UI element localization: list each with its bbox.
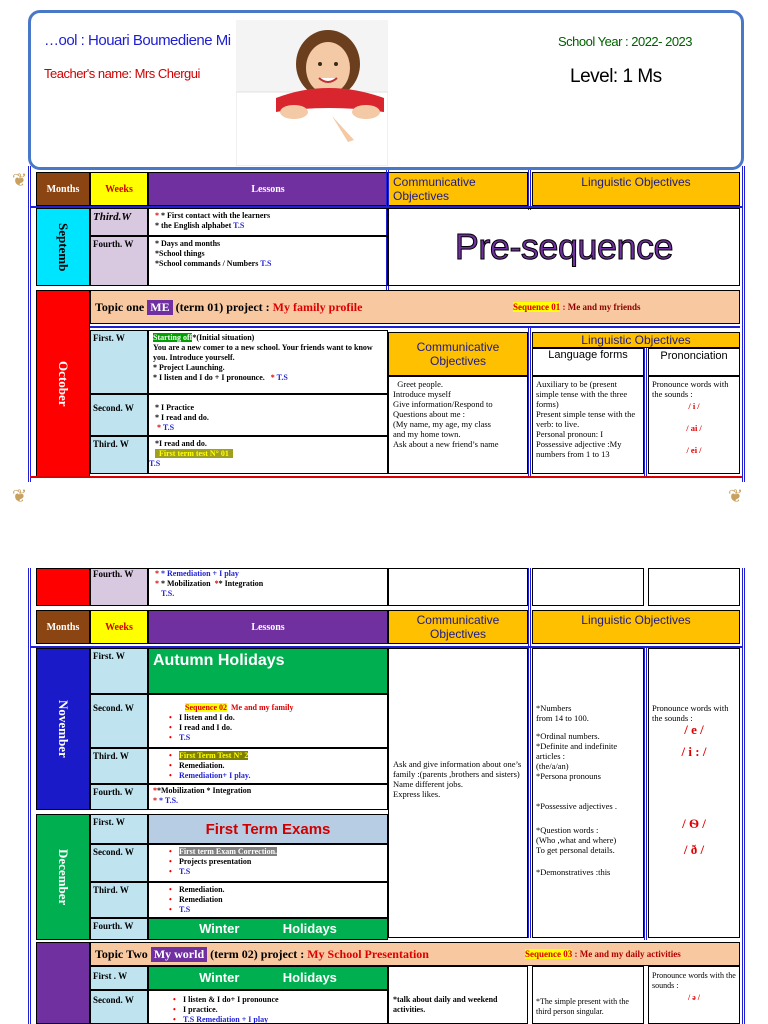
oct-fourth-lessons: * * Remediation + I play * * Mobilization ** Integration T.S. bbox=[148, 568, 388, 606]
jan-comm-objectives: *talk about daily and weekend activities. bbox=[388, 966, 528, 1024]
rule bbox=[30, 476, 742, 478]
level: Level: 1 Ms bbox=[570, 66, 662, 87]
nov-second-lessons: Sequence 02 Me and my family • I listen and I do. • I read and I do. • T.S bbox=[148, 694, 388, 748]
ling-objectives-subheader: Linguistic Objectives bbox=[532, 332, 740, 348]
rule bbox=[644, 648, 647, 940]
winter-holidays: Winter Holidays bbox=[148, 918, 388, 940]
comm-objectives-subheader: Communicative Objectives bbox=[388, 332, 528, 376]
corner-ornament-bottom-right: ❦ bbox=[728, 486, 744, 506]
autumn-holidays: Autumn Holidays bbox=[148, 648, 388, 694]
month-october: October bbox=[36, 290, 90, 478]
first-term-exams: First Term Exams bbox=[148, 814, 388, 844]
oct-week-second: Second. W bbox=[90, 394, 148, 436]
rule bbox=[644, 348, 647, 478]
lessons-header-2: Lessons bbox=[148, 610, 388, 644]
oct-pronunciation: Pronounce words with the sounds : / i / / ai / / ei / bbox=[648, 376, 740, 474]
dec-week-fourth: Fourth. W bbox=[90, 918, 148, 940]
nov-week-third: Third. W bbox=[90, 748, 148, 784]
oct-week-first: First. W bbox=[90, 330, 148, 394]
oct-third-lessons: *I read and do. First term test N° 01 T.S bbox=[148, 436, 388, 474]
pronunciation-header: Prononciation bbox=[648, 348, 740, 376]
comm-objectives-header-2: Communicative Objectives bbox=[388, 610, 528, 644]
teacher-name: Teacher's name: Mrs Chergui bbox=[44, 66, 200, 81]
oct-week-third: Third. W bbox=[90, 436, 148, 474]
nov-ling-objectives: *Numbers from 14 to 100. *Ordinal numbers. *Definite and indefinite articles : (the/a/an) *Persona pronouns *Possessive adjectives . *Question words : (Who ,what and where) To get personal details. *Demonstratives :this bbox=[532, 648, 644, 938]
dec-week-second: Second. W bbox=[90, 844, 148, 882]
school-year: School Year : 2022- 2023 bbox=[558, 34, 693, 49]
nov-week-second: Second. W bbox=[90, 694, 148, 748]
oct-week-fourth: Fourth. W bbox=[90, 568, 148, 606]
october-continued bbox=[36, 568, 90, 606]
rule bbox=[742, 568, 745, 1024]
dec-third-lessons: • Remediation. • Remediation • T.S bbox=[148, 882, 388, 918]
topic-two-banner: Topic Two My world (term 02) project : My School Presentation Sequence 03 : Me and my daily activities bbox=[90, 942, 740, 966]
dec-week-third: Third. W bbox=[90, 882, 148, 918]
corner-ornament-top-left: ❦ bbox=[12, 170, 28, 190]
dec-second-lessons: • First term Exam Correction. • Projects presentation • T.S bbox=[148, 844, 388, 882]
comm-objectives-header: Communicative Objectives bbox=[388, 172, 528, 206]
language-forms-header: Language forms bbox=[532, 348, 644, 376]
rule bbox=[742, 166, 745, 482]
lessons-header: Lessons bbox=[148, 172, 388, 206]
oct-fourth-pron bbox=[648, 568, 740, 606]
ling-objectives-header-2: Linguistic Objectives bbox=[532, 610, 740, 644]
weeks-header: Weeks bbox=[90, 172, 148, 206]
oct-language-forms: Auxiliary to be (present simple tense with the three forms) Present simple tense with the verb: to live. Personal pronoun: I Possessive adjective :My numbers from 1 to 13 bbox=[532, 376, 644, 474]
months-header-2: Months bbox=[36, 610, 90, 644]
week-fourth: Fourth. W bbox=[90, 236, 148, 286]
dec-week-first: First. W bbox=[90, 814, 148, 844]
week-third: Third.W bbox=[90, 208, 148, 236]
topic-one-banner: Topic one ME (term 01) project : My family profile Sequence 01 : Me and my friends bbox=[90, 290, 740, 324]
jan-week-second: Second. W bbox=[90, 990, 148, 1024]
rule bbox=[28, 166, 31, 482]
nov-week-fourth: Fourth. W bbox=[90, 784, 148, 810]
nov-week-first: First. W bbox=[90, 648, 148, 694]
jan-second-lessons: • I listen & I do+ I pronounce • I practice. • T.S Remediation + I play bbox=[148, 990, 388, 1024]
jan-ling-objectives: *The simple present with the third person singular. bbox=[532, 966, 644, 1024]
presequence-title: Pre-sequence bbox=[454, 226, 674, 267]
jan-week-first: First . W bbox=[90, 966, 148, 990]
month-november: November bbox=[36, 648, 90, 810]
oct-first-lessons: Starting off*(Initial situation) You are a new comer to a new school. Your friends want to know you. Introduce yourself. * Project Launching. * I listen and I do + I pronounce. * T.S bbox=[148, 330, 388, 394]
weeks-header-2: Weeks bbox=[90, 610, 148, 644]
oct-second-lessons: * I Practice * I read and do. * T.S bbox=[148, 394, 388, 436]
rule bbox=[528, 170, 531, 210]
presequence-cell bbox=[388, 208, 740, 286]
rule bbox=[90, 326, 740, 328]
sept-fourth-lessons: * Days and months *School things *School commands / Numbers T.S bbox=[148, 236, 388, 286]
oct-fourth-comm bbox=[388, 568, 528, 606]
month-january bbox=[36, 942, 90, 1024]
nov-pronunciation: Pronounce words with the sounds : / e / / i : / / Ѳ / / ð / bbox=[648, 648, 740, 938]
jan-pronunciation: Pronounce words with the sounds : / ə / bbox=[648, 966, 740, 1024]
nov-fourth-lessons: **Mobilization * Integration * * T.S. bbox=[148, 784, 388, 810]
month-september: Septemb bbox=[36, 208, 90, 286]
student-photo bbox=[236, 20, 388, 166]
corner-ornament-bottom-left: ❦ bbox=[12, 486, 28, 506]
months-header: Months bbox=[36, 172, 90, 206]
rule bbox=[528, 328, 531, 478]
oct-fourth-ling bbox=[532, 568, 644, 606]
rule bbox=[528, 568, 531, 938]
oct-comm-objectives: Greet people. Introduce myself Give information/Respond to Questions about me : (My name, my age, my class and my home town. Ask about a new friend’s name bbox=[388, 376, 528, 474]
nov-third-lessons: • First Term Test N° 2 • Remediation. • Remediation+ I play. bbox=[148, 748, 388, 784]
ling-objectives-header: Linguistic Objectives bbox=[532, 172, 740, 206]
rule bbox=[28, 568, 31, 1024]
nov-comm-objectives: Ask and give information about one’s family :(parents ,brothers and sisters) Name different jobs. Express likes. bbox=[388, 648, 528, 938]
winter-holidays-2: Winter Holidays bbox=[148, 966, 388, 990]
school-name: …ool : Houari Boumediene Mi bbox=[44, 32, 231, 49]
month-december: December bbox=[36, 814, 90, 940]
sept-third-lessons: * * First contact with the learners * the English alphabet T.S bbox=[148, 208, 388, 236]
